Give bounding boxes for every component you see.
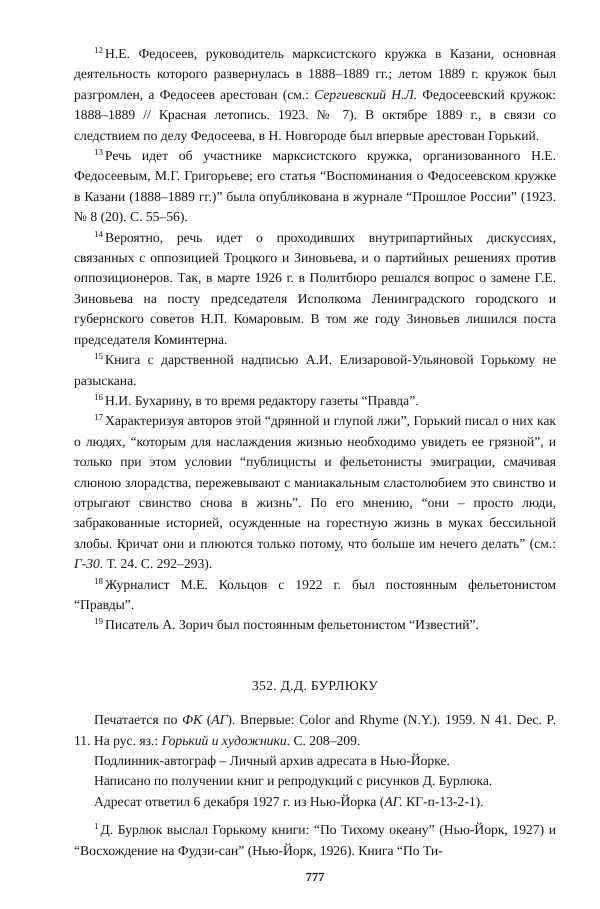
footnote-number: 13	[94, 147, 103, 158]
footnote-19: $^{19}$ Писатель А. Зорич был постоянным фельетонистом “Известий”.	[94, 616, 479, 633]
section-footnote-1: $^1$ Д. Бурлюк выслал Горькому книги: “По Тихому океану” (Нью-Йорк, 1927) и “Восхождение на Фудзи-сан” (Нью-Йорк, 1926). Книга “По Ти-	[74, 821, 556, 858]
footnote-number: 17	[94, 412, 103, 423]
written-paragraph: Написано по получении книг и репродукций с рисунков Д. Бурлюка.	[94, 773, 493, 789]
footnote-number: 15	[94, 351, 103, 362]
footnote-17: $^{17}$ Характеризуя авторов этой “дрянной и глупой лжи”, Горький писал о них как о людях, “которым для наслаждения жизнью необходимо увидеть ее грязной”, и только при этом условии “публицисты и фельетонисты эмиграции, смачивая слюною злорадства, пережевывают с маниакальным сластолюбием это свинство и отрыгают свинство снова в жизнь”. По его мнению, “они – просто люди, забракованные историей, осужденные на горестную жизнь в муках бессильной злобы. Кричат они и плюются только потому, что больше им нечего делать” (см.: Г-30. Т. 24. С. 292–293).	[74, 412, 556, 572]
footnote-number: 1	[94, 821, 99, 832]
footnote-number: 14	[94, 228, 103, 239]
footnote-number: 18	[94, 575, 103, 586]
footnote-number: 16	[94, 391, 103, 402]
page-number: 777	[305, 870, 325, 885]
source-paragraph: Печатается по ФК (АГ). Впервые: Color and Rhyme (N.Y.). 1959. N 41. Dec. P. 11. На рус. яз.: Горький и художники. С. 208–209.	[74, 712, 556, 748]
footnote-number: 12	[94, 45, 103, 55]
autograph-paragraph: Подлинник-автограф – Личный архив адресата в Нью-Йорке.	[94, 753, 450, 768]
footnote-14: $^{14}$ Вероятно, речь идет о проходивших внутрипартийных дискуссиях, связанных с оппозицией Троцкого и Зиновьева, и о партийных решениях против оппозиционеров. Так, в марте 1926 г. в Политбюро решался вопрос о замене Г.Е. Зиновьева на посту председателя Исполкома Ленинградского городского и губернского советов Н.П. Комаровым. В том же году Зиновьев лишился поста председателя Коминтерна.	[74, 228, 556, 347]
document-page	[74, 44, 556, 887]
footnote-13: $^{13}$ Речь идет об участнике марксистского кружка, организованного Н.Е. Федосеевым, М.Г. Григорьеве; его статья “Воспоминания о Федосеевском кружке в Казани (1888–1889 гг.)” была опубликована в журнале “Прошлое России” (1923. № 8 (20). С. 55–56).	[74, 147, 556, 225]
footnote-16: $^{16}$ Н.И. Бухарину, в то время редактору газеты “Правда”.	[94, 391, 419, 408]
section-heading: 352. Д.Д. БУРЛЮКУ	[251, 677, 379, 693]
footnote-number: 19	[94, 616, 103, 627]
footnote-15: $^{15}$ Книга с дарственной надписью А.И. Елизаровой-Ульяновой Горькому не разыскана.	[74, 351, 556, 388]
footnote-12: $^{12}$ Н.Е. Федосеев, руководитель марксистского кружка в Казани, основная деятельность которого развернулась в 1888–1889 гг.; летом 1889 г. кружок был разгромлен, а Федосеев арестован (см.: Сергиевский Н.Л. Федосеевский кружок: 1888–1889 // Красная летопись. 1923. № 7). В октябре 1889 г., в связи со следствием по делу Федосеева, в Н. Новгороде был впервые арестован Горький.	[74, 45, 556, 143]
reply-paragraph: Адресат ответил 6 декабря 1927 г. из Нью-Йорка (АГ. КГ-п-13-2-1).	[94, 793, 484, 809]
footnote-18: $^{18}$ Журналист М.Е. Кольцов с 1922 г. был постоянным фельетонистом “Правды”.	[74, 575, 556, 612]
